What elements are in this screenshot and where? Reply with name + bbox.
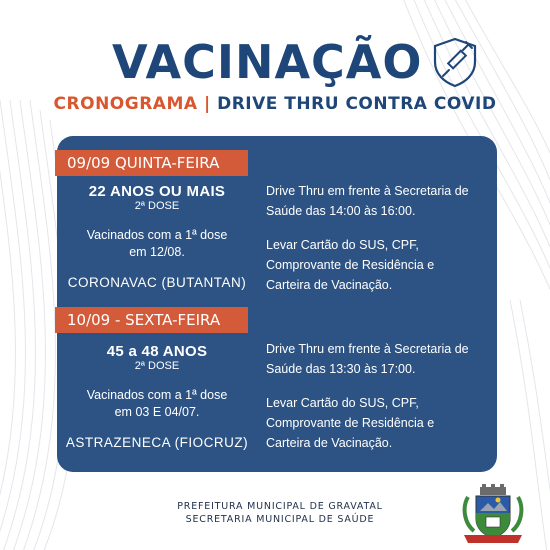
location-2-line2: Saúde das 13:30 às 17:00. xyxy=(266,362,416,376)
dose-2: 2ª DOSE xyxy=(134,360,180,372)
age-group-2: 45 a 48 ANOS xyxy=(106,343,208,360)
session-2-details xyxy=(57,343,257,450)
docs-2-line3: Carteira de Vacinação. xyxy=(266,436,393,450)
vaccine-shield-icon xyxy=(430,36,480,88)
location-1-line2: Saúde das 14:00 às 16:00. xyxy=(266,204,416,218)
session-1-info xyxy=(266,181,496,295)
page-title: VACINAÇÃO xyxy=(112,35,423,89)
session-1-details xyxy=(57,183,257,290)
docs-1-line2: Comprovante de Residência e xyxy=(266,258,435,272)
footer-credits xyxy=(160,500,400,526)
footer-line-2: SECRETARIA MUNICIPAL DE SAÚDE xyxy=(185,514,375,525)
eligibility-2-line1: Vacinados com a 1ª dose xyxy=(86,388,228,402)
date-tag-1: 09/09 QUINTA-FEIRA xyxy=(55,150,248,176)
subtitle-drive-thru: DRIVE THRU CONTRA COVID xyxy=(217,94,497,114)
eligibility-2-line2: em 03 E 04/07. xyxy=(114,405,200,419)
eligibility-1-line1: Vacinados com a 1ª dose xyxy=(86,228,228,242)
dose-1: 2ª DOSE xyxy=(134,200,180,212)
docs-2-line2: Comprovante de Residência e xyxy=(266,416,435,430)
vaccine-2: ASTRAZENECA (FIOCRUZ) xyxy=(65,435,249,450)
subtitle-schedule: CRONOGRAMA xyxy=(53,94,198,114)
docs-1-line1: Levar Cartão do SUS, CPF, xyxy=(266,238,419,252)
date-tag-2: 10/09 - SEXTA-FEIRA xyxy=(55,307,248,333)
docs-1-line3: Carteira de Vacinação. xyxy=(266,278,393,292)
vaccine-1: CORONAVAC (BUTANTAN) xyxy=(67,275,247,290)
session-2-info xyxy=(266,339,496,453)
age-group-1: 22 ANOS OU MAIS xyxy=(88,183,226,200)
eligibility-1-line2: em 12/08. xyxy=(129,245,185,259)
subtitle-separator: | xyxy=(203,94,211,114)
municipal-crest xyxy=(460,483,526,545)
location-2-line1: Drive Thru em frente à Secretaria de xyxy=(266,342,469,356)
footer-line-1: PREFEITURA MUNICIPAL DE GRAVATAL xyxy=(177,501,383,512)
subtitle xyxy=(0,94,550,114)
location-1-line1: Drive Thru em frente à Secretaria de xyxy=(266,184,469,198)
docs-2-line1: Levar Cartão do SUS, CPF, xyxy=(266,396,419,410)
